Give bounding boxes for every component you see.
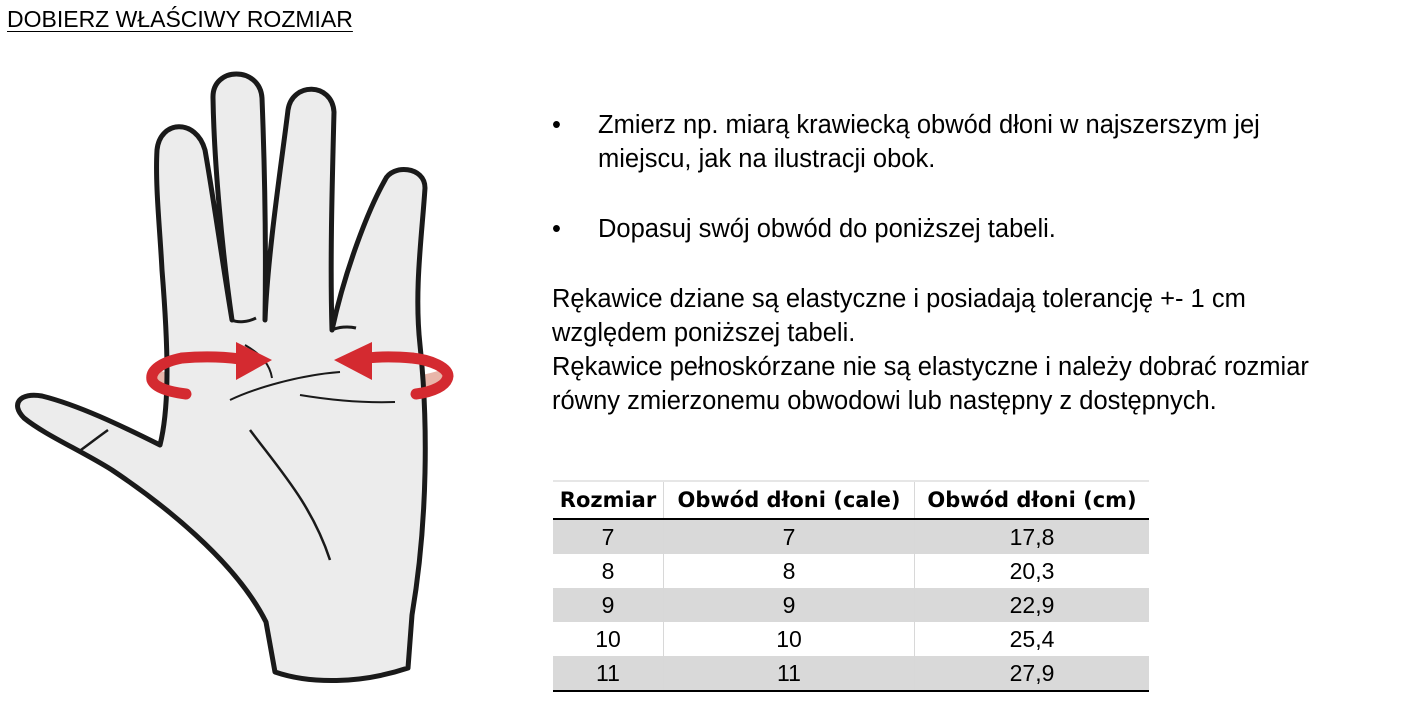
bullet-marker: • [552,111,561,139]
bullet-item [552,212,1378,246]
size-cell: 9 [553,588,664,622]
size-cell: 7 [553,519,664,554]
cm-cell: 20,3 [915,554,1150,588]
table-row [553,622,1149,656]
inches-cell: 7 [664,519,915,554]
note-line: względem poniższej tabeli. [552,319,856,347]
column-header-size: Rozmiar [553,481,664,519]
note-line: równy zmierzonemu obwodowi lub następny z dostępnych. [552,387,1217,415]
size-table [553,480,1149,692]
note-line: Rękawice pełnoskórzane nie są elastyczne i należy dobrać rozmiar [552,353,1309,381]
table-row [553,554,1149,588]
cm-cell: 17,8 [915,519,1150,554]
table-row [553,588,1149,622]
instructions [552,108,1422,418]
cm-cell: 22,9 [915,588,1150,622]
bullet-marker: • [552,215,561,243]
inches-cell: 10 [664,622,915,656]
hand-outline [18,74,426,681]
cm-cell: 25,4 [915,622,1150,656]
inches-cell: 8 [664,554,915,588]
cm-cell: 27,9 [915,656,1150,691]
size-cell: 10 [595,625,621,652]
bullet-line: miejscu, jak na ilustracji obok. [598,145,936,173]
bullet-line: Zmierz np. miarą krawiecką obwód dłoni w najszerszym jej [598,111,1260,139]
size-cell: 8 [601,557,615,584]
size-cell: 11 [553,656,664,691]
bullet-item [552,108,1378,176]
note-line: Rękawice dziane są elastyczne i posiadają tolerancję +- 1 cm [552,285,1246,313]
hand-measurement-icon [0,60,470,705]
inches-cell: 11 [664,656,915,691]
page-title: DOBIERZ WŁAŚCIWY ROZMIAR [7,6,353,32]
column-header-cm: Obwód dłoni (cm) [915,481,1150,519]
inches-cell: 9 [664,588,915,622]
table-row [553,656,1149,691]
tolerance-notes [552,282,1422,418]
bullet-line: Dopasuj swój obwód do poniższej tabeli. [598,215,1056,243]
table-row [553,519,1149,554]
table-header-row [553,481,1149,519]
column-header-inches: Obwód dłoni (cale) [664,481,915,519]
